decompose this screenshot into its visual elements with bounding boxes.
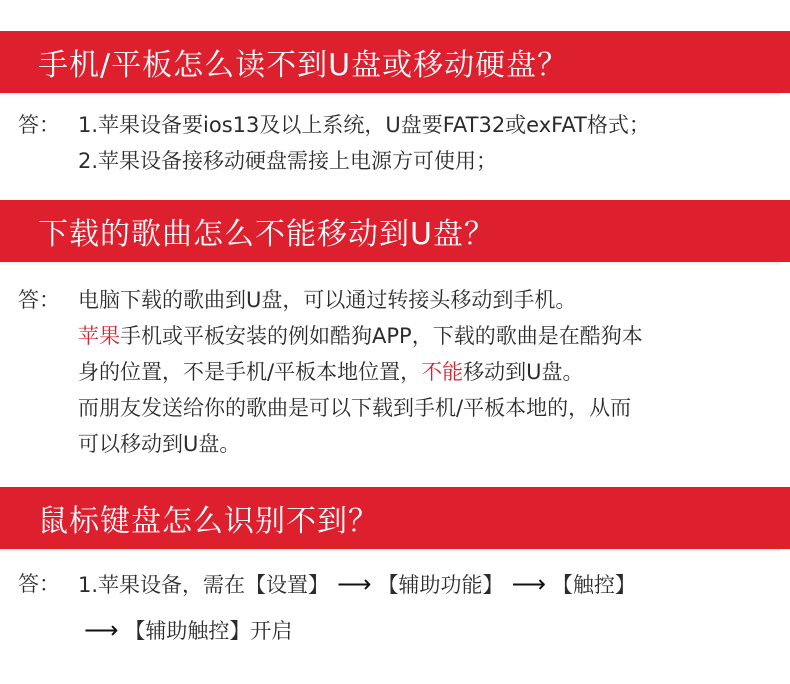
answer-line xyxy=(0,390,790,426)
instruction-intro: 1.苹果设备，需在 xyxy=(78,573,246,597)
long-right-arrow-icon: ⟶ xyxy=(511,570,546,598)
section-1-header xyxy=(0,31,790,93)
long-right-arrow-icon: ⟶ xyxy=(84,616,119,644)
section-2-header xyxy=(0,200,790,262)
answer-text xyxy=(78,318,643,354)
answer-line xyxy=(0,143,790,179)
step-touch: 【触控】 xyxy=(551,573,636,597)
answer-label: 答： xyxy=(18,572,60,596)
answer-line xyxy=(0,426,790,462)
answer-line xyxy=(0,354,790,390)
answer-text-post: 移动到U盘。 xyxy=(463,360,584,384)
answer-text: 可以移动到U盘。 xyxy=(78,432,241,456)
answer-text-rest: 手机或平板安装的例如酷狗APP，下载的歌曲是在酷狗本 xyxy=(120,324,643,348)
long-right-arrow-icon: ⟶ xyxy=(337,570,372,598)
step-assistive-touch: 【辅助触控】 xyxy=(124,619,251,643)
section-1-answer xyxy=(0,107,790,179)
answer-text: 2.苹果设备接移动硬盘需接上电源方可使用； xyxy=(78,149,498,173)
answer-line xyxy=(0,612,790,648)
answer-line xyxy=(0,318,790,354)
section-3-title: 鼠标键盘怎么识别不到？ xyxy=(38,504,379,539)
section-1-title: 手机/平板怎么读不到U盘或移动硬盘？ xyxy=(38,48,569,83)
section-3-header xyxy=(0,487,790,549)
step-settings: 【设置】 xyxy=(245,573,330,597)
answer-text: 而朋友发送给你的歌曲是可以下载到手机/平板本地的，从而 xyxy=(78,396,632,420)
answer-text: 1.苹果设备要ios13及以上系统，U盘要FAT32或exFAT格式； xyxy=(78,113,650,137)
highlight-text: 不能 xyxy=(421,360,464,384)
answer-text xyxy=(84,612,292,649)
instruction-tail: 开启 xyxy=(250,619,293,643)
section-2-title: 下载的歌曲怎么不能移动到U盘？ xyxy=(38,217,495,252)
answer-line xyxy=(0,282,790,318)
answer-line xyxy=(0,107,790,143)
section-3-answer xyxy=(0,566,790,648)
section-2-answer xyxy=(0,282,790,462)
answer-text-pre: 身的位置，不是手机/平板本地位置， xyxy=(78,360,422,384)
answer-text xyxy=(78,354,583,390)
highlight-text: 苹果 xyxy=(78,324,120,348)
answer-text: 电脑下载的歌曲到U盘，可以通过转接头移动到手机。 xyxy=(78,288,577,312)
answer-text xyxy=(78,566,636,603)
answer-label: 答： xyxy=(18,288,60,312)
step-accessibility: 【辅助功能】 xyxy=(377,573,504,597)
answer-line xyxy=(0,566,790,602)
answer-label: 答： xyxy=(18,113,60,137)
